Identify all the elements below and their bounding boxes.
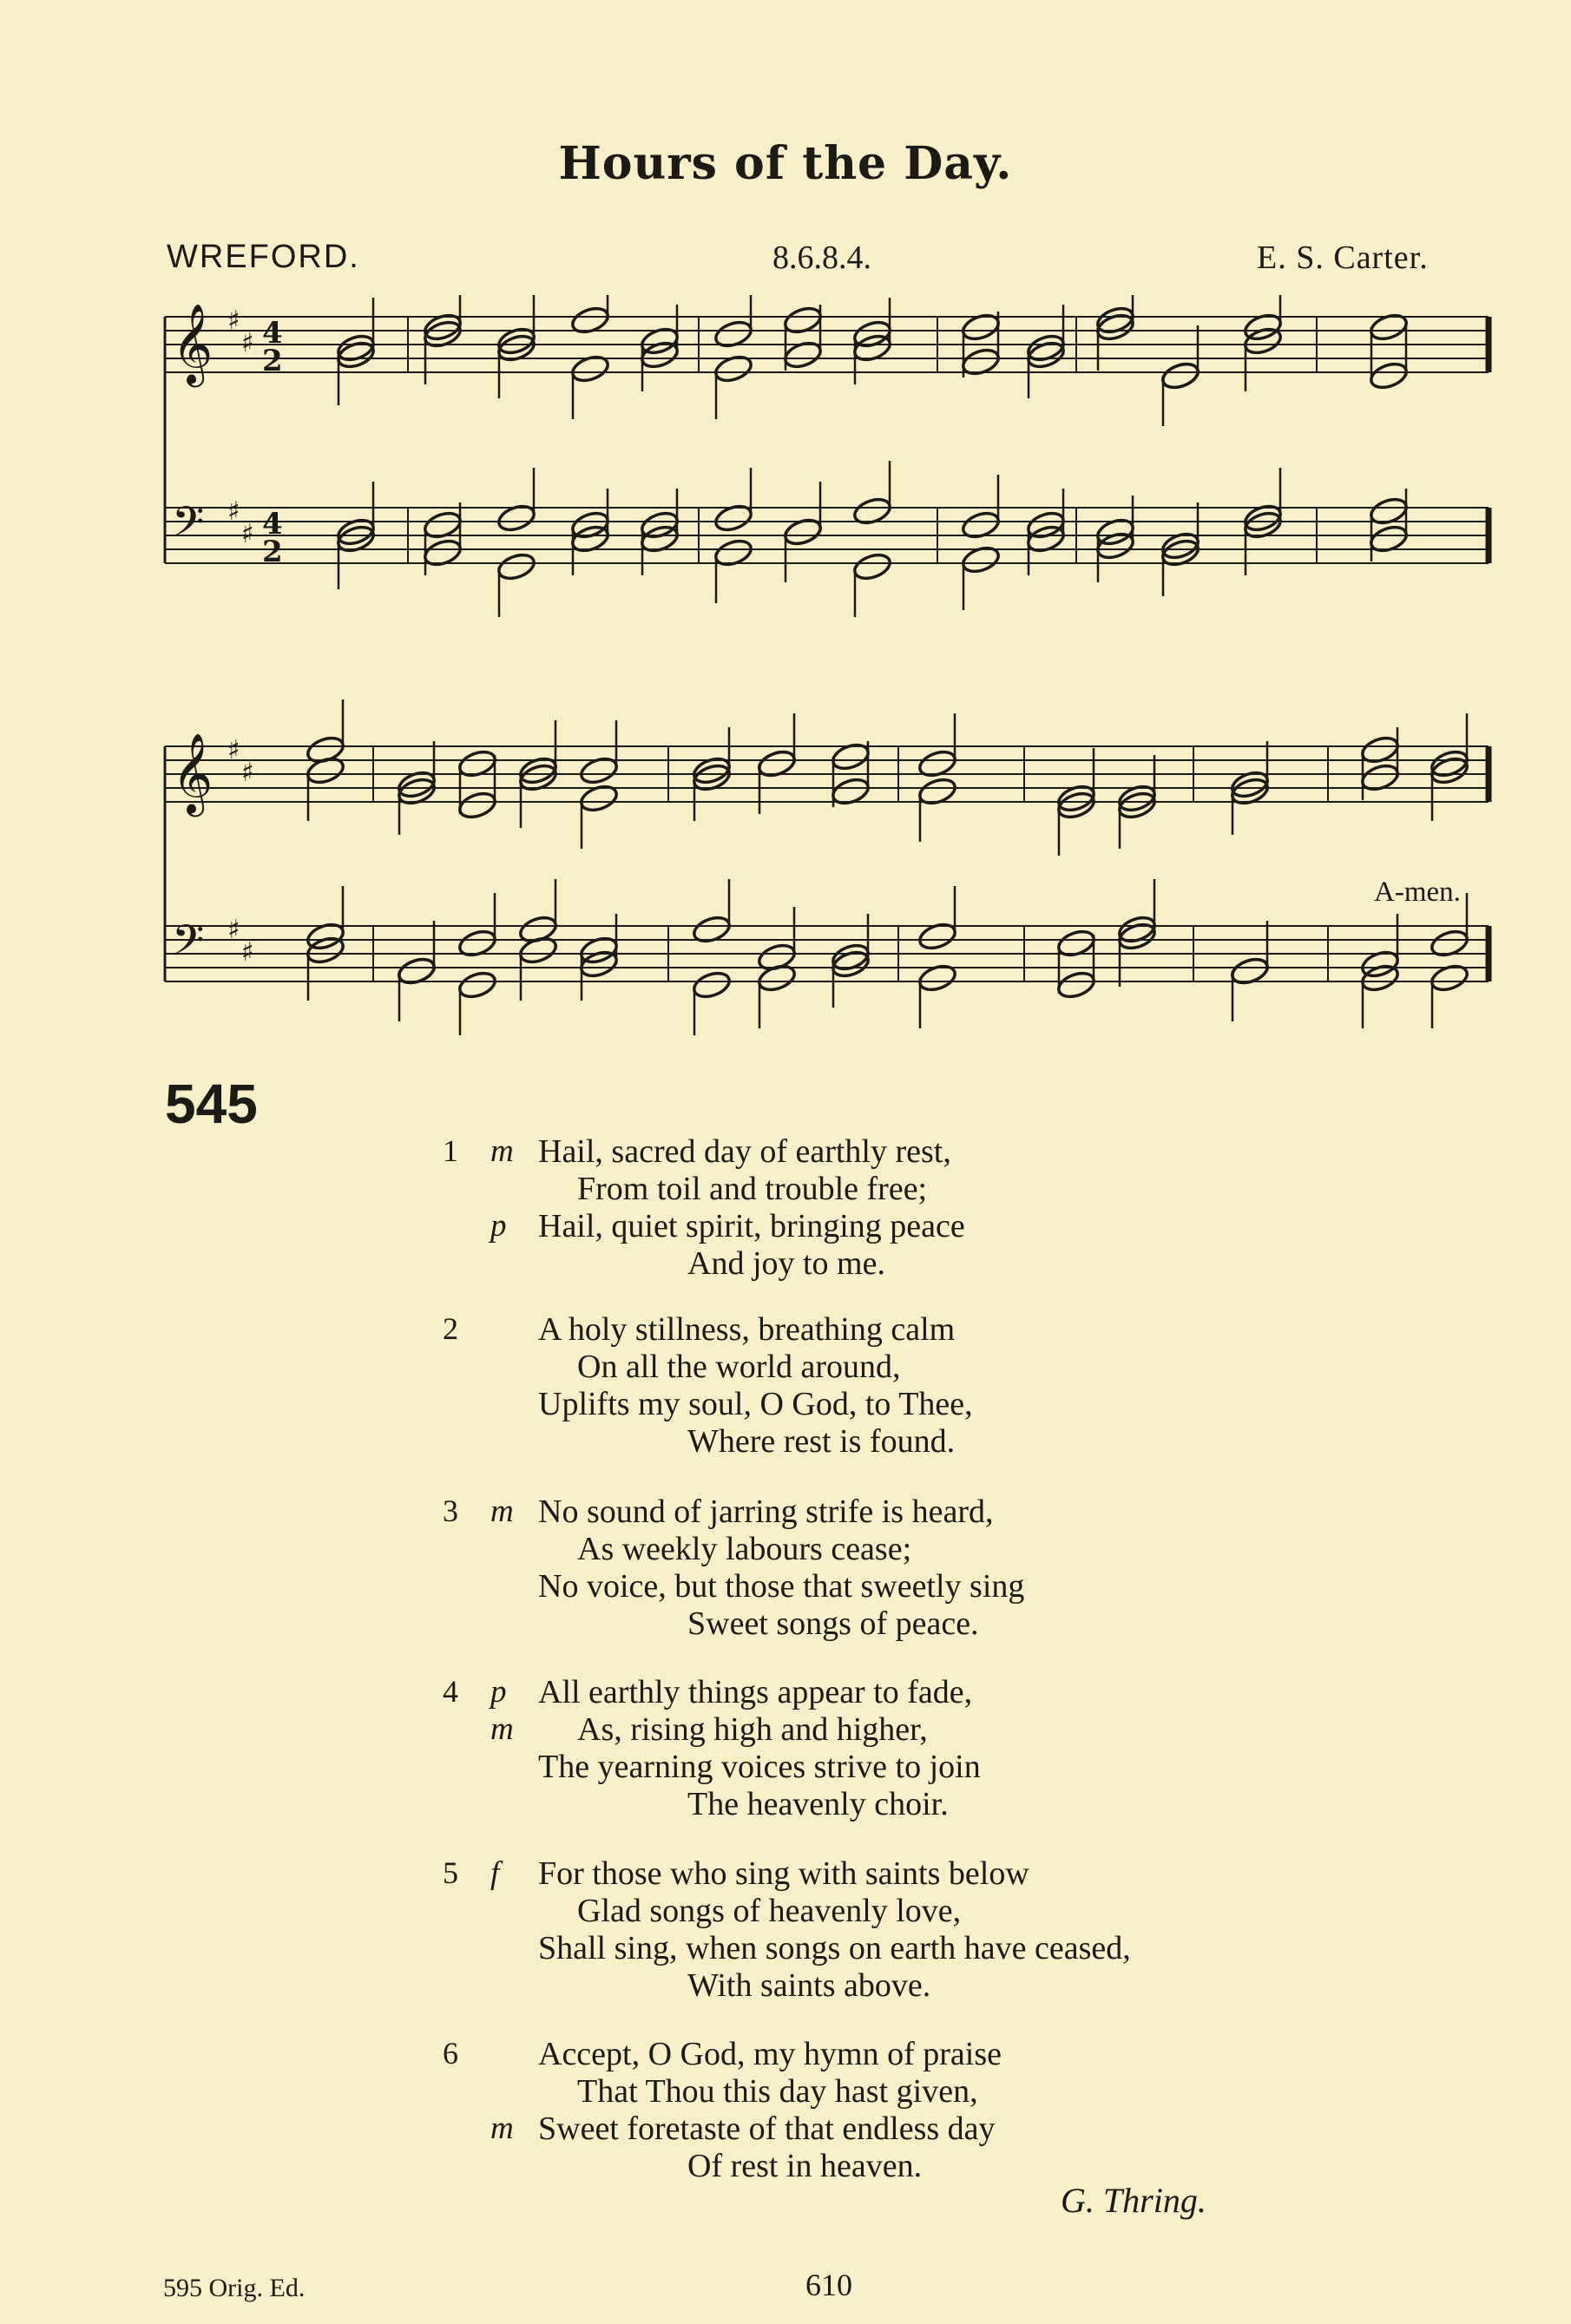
hymn-author: G. Thring. <box>1061 2181 1206 2220</box>
dynamic-marking: m <box>490 1494 514 1529</box>
tune-meter: 8.6.8.4. <box>772 240 871 276</box>
verse-line: No voice, but those that sweetly sing <box>538 1568 1025 1605</box>
note-head <box>1368 360 1410 392</box>
note-head <box>457 969 498 1001</box>
note-head <box>457 790 498 822</box>
verse-number: 4 <box>443 1674 458 1709</box>
time-signature-top: 4 <box>262 507 283 542</box>
treble-clef-icon: 𝄞 <box>172 732 214 813</box>
sharp-icon: ♯ <box>241 519 254 549</box>
treble-clef-icon: 𝄞 <box>172 303 214 384</box>
verse-line: Hail, quiet spirit, bringing peace <box>538 1208 965 1244</box>
sharp-icon: ♯ <box>241 328 254 358</box>
verse-line: As weekly labours cease; <box>577 1531 912 1567</box>
time-signature-bottom: 2 <box>262 535 283 569</box>
note-head <box>1055 969 1097 1001</box>
tune-composer: E. S. Carter. <box>1257 240 1429 276</box>
section-title: Hours of the Day. <box>558 137 1013 190</box>
verse-line: That Thou this day hast given, <box>577 2073 978 2110</box>
edition-note: 595 Orig. Ed. <box>163 2274 306 2302</box>
verse-line: Where rest is found. <box>687 1423 956 1460</box>
verse-line: Hail, sacred day of earthly rest, <box>538 1133 951 1170</box>
verse-line: The yearning voices strive to join <box>538 1749 981 1785</box>
music-score <box>156 295 1510 1076</box>
verse-line: Sweet foretaste of that endless day <box>538 2111 996 2147</box>
verse-line: With saints above. <box>687 1967 931 2004</box>
note-head <box>496 551 537 583</box>
dynamic-marking: m <box>490 1133 514 1169</box>
verse-number: 6 <box>443 2036 458 2071</box>
note-head <box>851 551 893 583</box>
verse-number: 5 <box>443 1855 458 1890</box>
note-head <box>1160 360 1201 392</box>
bass-clef-icon: 𝄢 <box>172 497 205 556</box>
verse-line: Accept, O God, my hymn of praise <box>538 2036 1002 2072</box>
verse-line: On all the world around, <box>577 1349 901 1385</box>
sharp-icon: ♯ <box>241 758 254 788</box>
hymn-number: 545 <box>165 1073 258 1135</box>
verse-line: All earthly things appear to fade, <box>538 1674 973 1710</box>
time-signature-bottom: 2 <box>262 344 283 378</box>
verse-number: 3 <box>443 1494 458 1528</box>
amen-label: A-men. <box>1374 876 1461 908</box>
sharp-icon: ♯ <box>227 735 240 765</box>
verse-line: Of rest in heaven. <box>687 2148 923 2184</box>
verse-line: A holy stillness, breathing calm <box>538 1311 956 1348</box>
dynamic-marking: f <box>490 1855 500 1891</box>
verse-number: 2 <box>443 1311 458 1346</box>
verse-line: No sound of jarring strife is heard, <box>538 1494 994 1530</box>
page-number: 610 <box>805 2268 852 2302</box>
note-head <box>691 969 733 1001</box>
verse-line: And joy to me. <box>687 1245 885 1282</box>
sharp-icon: ♯ <box>227 915 240 945</box>
verse-line: Sweet songs of peace. <box>687 1605 979 1642</box>
bass-clef-icon: 𝄢 <box>172 916 205 975</box>
verse-number: 1 <box>443 1133 458 1168</box>
time-signature-top: 4 <box>262 316 283 351</box>
verse-line: For those who sing with saints below <box>538 1855 1029 1892</box>
dynamic-marking: m <box>490 2111 514 2146</box>
verse-line: Glad songs of heavenly love, <box>577 1893 962 1929</box>
sharp-icon: ♯ <box>227 496 240 527</box>
tune-name: WREFORD. <box>167 239 360 275</box>
verse-line: The heavenly choir. <box>687 1786 949 1822</box>
dynamic-marking: p <box>490 1208 507 1244</box>
sharp-icon: ♯ <box>241 937 254 968</box>
verse-line: From toil and trouble free; <box>577 1171 928 1207</box>
verse-line: Shall sing, when songs on earth have ceased, <box>538 1930 1131 1966</box>
sharp-icon: ♯ <box>227 305 240 336</box>
dynamic-marking: p <box>490 1674 507 1710</box>
verse-line: Uplifts my soul, O God, to Thee, <box>538 1386 973 1422</box>
dynamic-marking: m <box>490 1711 514 1747</box>
verse-line: As, rising high and higher, <box>577 1711 928 1748</box>
